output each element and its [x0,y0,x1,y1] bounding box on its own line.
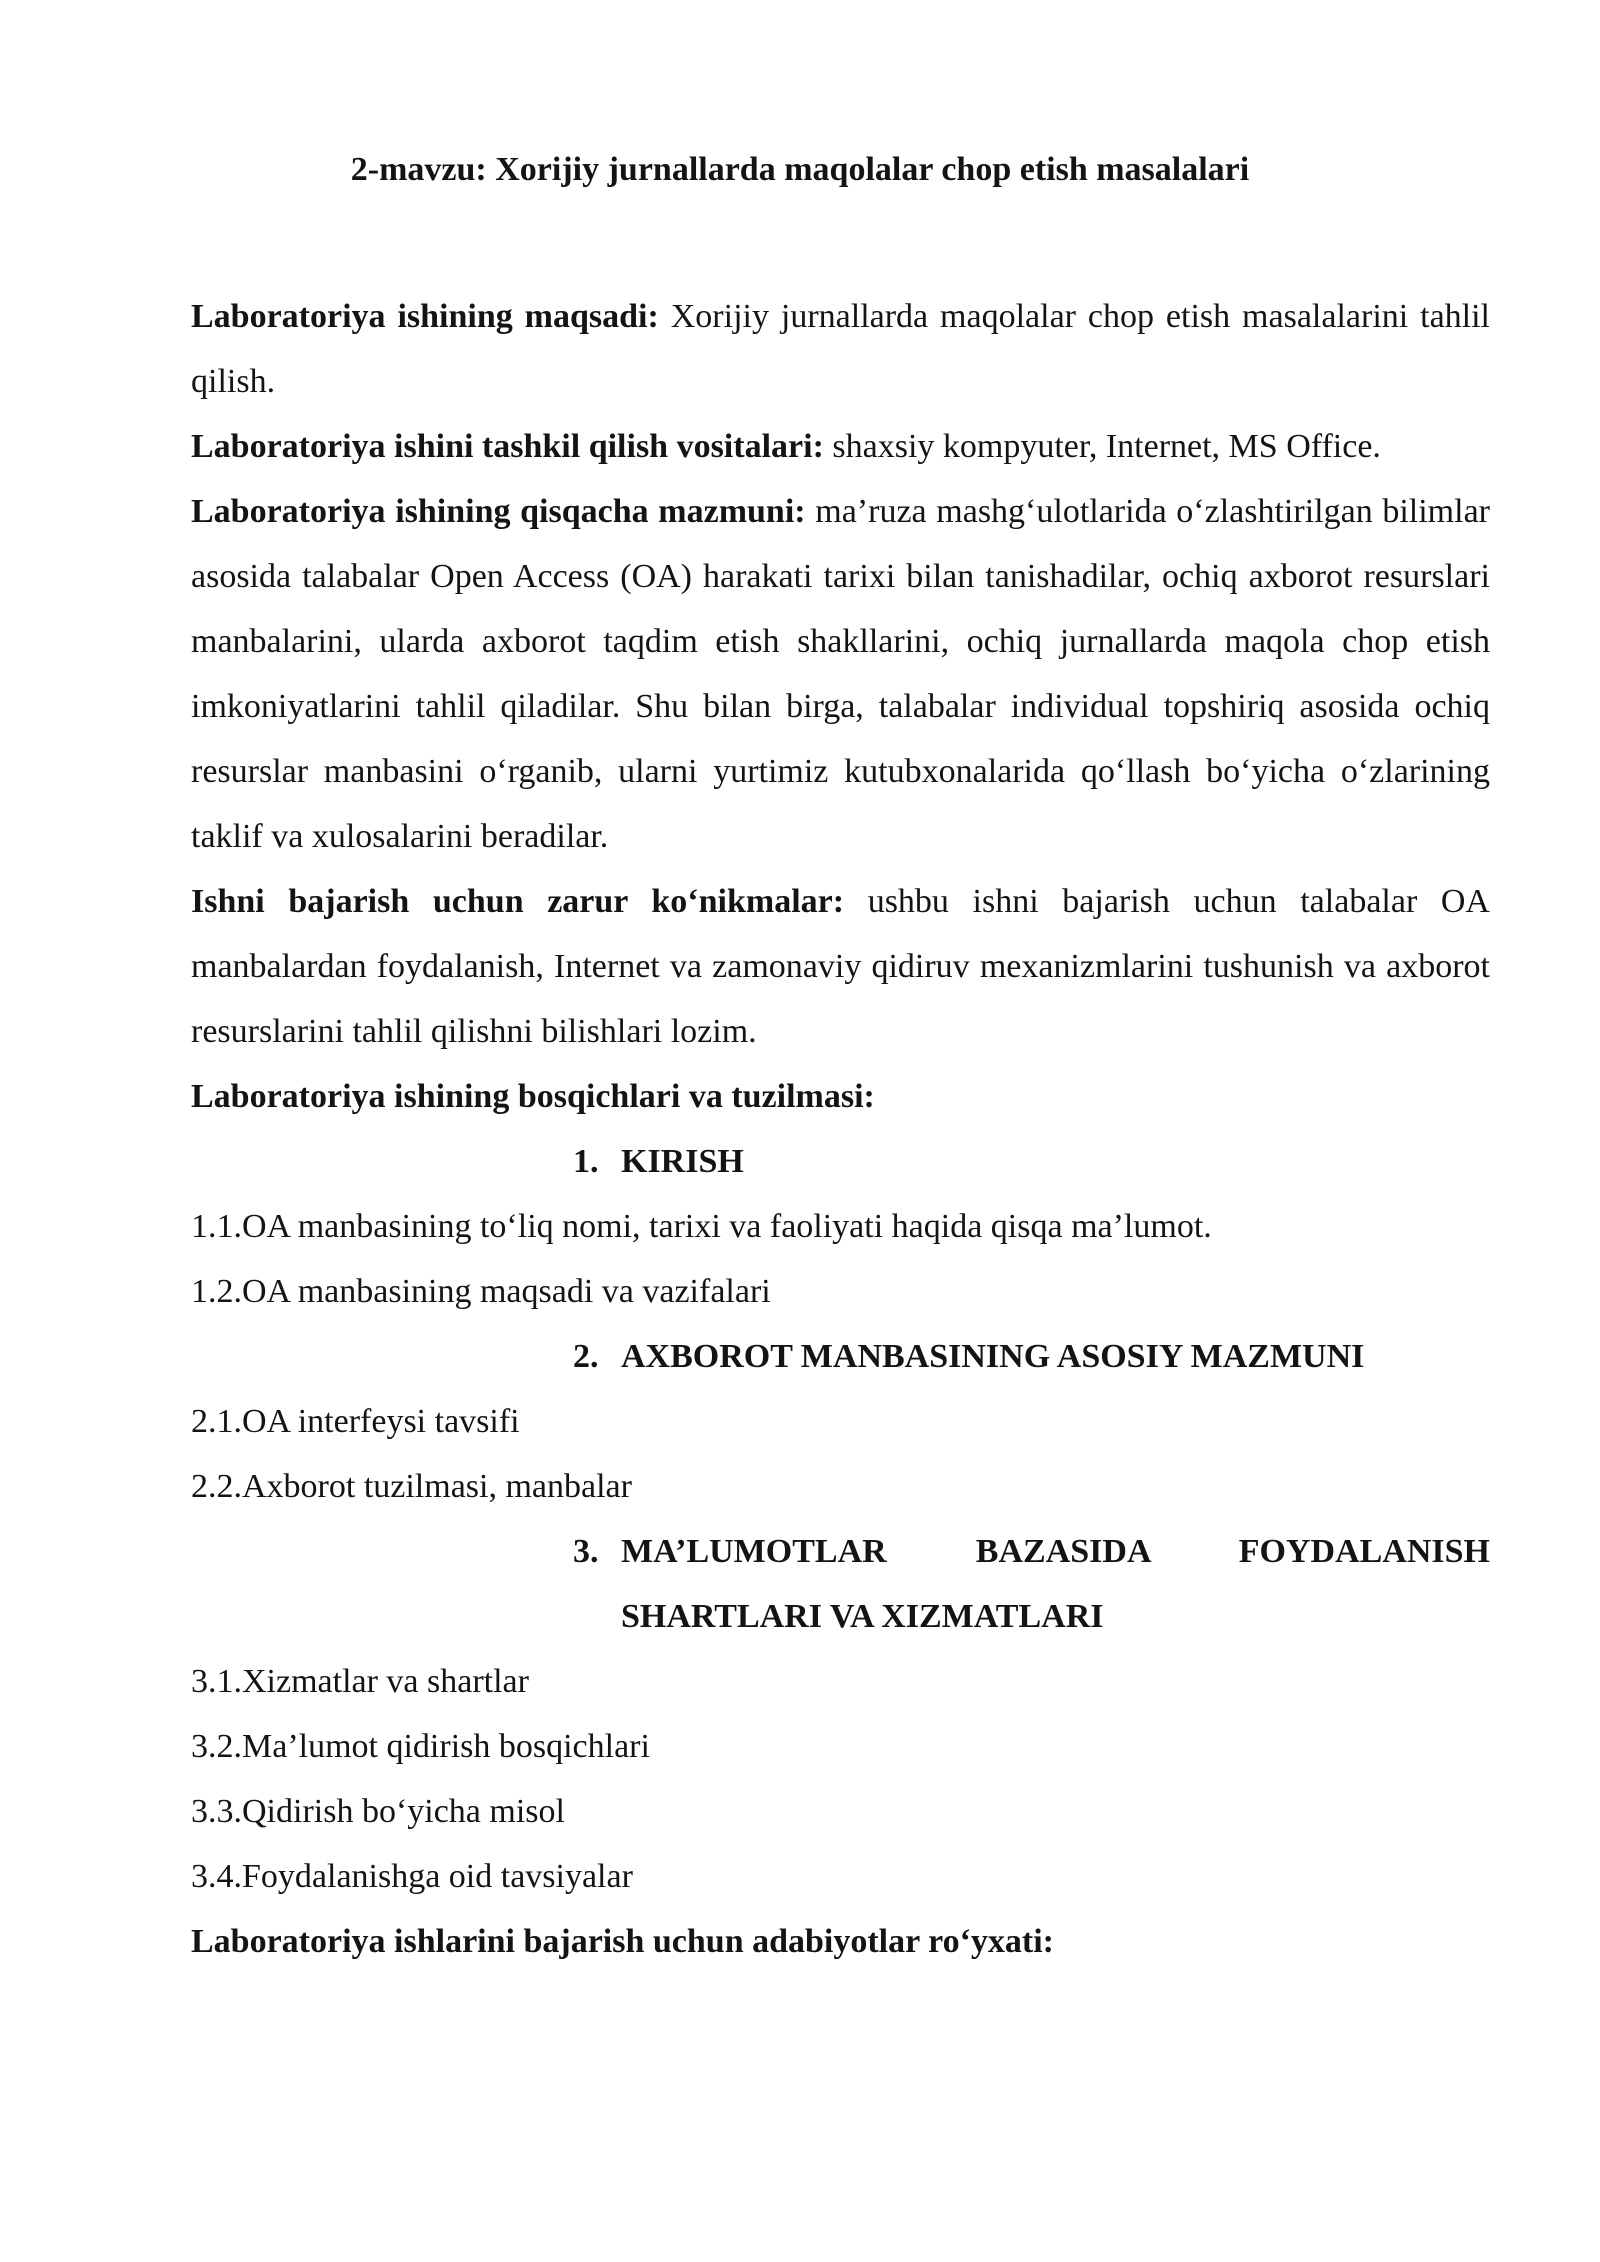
section-item: 2.2.Axborot tuzilmasi, manbalar [191,1468,632,1505]
section-number: 1. [573,1143,599,1180]
section-heading-2 [191,1324,1490,1389]
section-heading-3 [191,1519,1490,1649]
paragraph-label: Laboratoriya ishini tashkil qilish vositalari: [191,428,824,465]
section-item: 3.1.Xizmatlar va shartlar [191,1663,529,1700]
paragraph-text: Xorijiy jurnallarda maqolalar chop etish masalalarini tahlil qilish. [191,298,1491,400]
section-item: 3.4.Foydalanishga oid tavsiyalar [191,1858,633,1895]
section-title: KIRISH [621,1143,744,1180]
section-item: 2.1.OA interfeysi tavsifi [191,1403,520,1440]
paragraph-label: Laboratoriya ishining maqsadi: [191,298,659,335]
paragraph-tools [191,414,1490,479]
paragraph-skills [191,869,1490,1064]
structure-heading: Laboratoriya ishining bosqichlari va tuzilmasi: [191,1078,875,1115]
section-title: AXBOROT MANBASINING ASOSIY MAZMUNI [621,1338,1365,1375]
paragraph-label: Laboratoriya ishining qisqacha mazmuni: [191,493,806,530]
document-body [191,284,1490,1974]
paragraph-label: Ishni bajarish uchun zarur ko‘nikmalar: [191,883,845,920]
section-item: 3.2.Ma’lumot qidirish bosqichlari [191,1728,650,1765]
page-title: 2-mavzu: Xorijiy jurnallarda maqolalar chop etish masalalari [350,151,1250,188]
literature-heading: Laboratoriya ishlarini bajarish uchun adabiyotlar ro‘yxati: [191,1923,1054,1960]
paragraph-text: ma’ruza mashg‘ulotlarida o‘zlashtirilgan bilimlar asosida talabalar Open Access (OA) harakati tarixi bilan tanishadilar, ochiq axborot resurslari manbalarini, ularda axborot taqdim etish shakllarini, ochiq jurnallarda maqola chop etish imkoniyatlarini tahlil qiladilar. Shu bilan birga, talabalar individual topshiriq asosida ochiq resurslar manbasini o‘rganib, ularni yurtimiz kutubxonalarida qo‘llash bo‘yicha o‘zlarining taklif va xulosalarini beradilar. [191,493,1490,855]
section-item: 3.3.Qidirish bo‘yicha misol [191,1793,565,1830]
paragraph-text: ushbu ishni bajarish uchun talabalar OA manbalardan foydalanish, Internet va zamonaviy qidiruv mexanizmlarini tushunish va axborot resurslarini tahlil qilishni bilishlari lozim. [191,883,1490,1050]
paragraph-summary [191,479,1490,869]
section-item: 1.2.OA manbasining maqsadi va vazifalari [191,1273,771,1310]
paragraph-text: shaxsiy kompyuter, Internet, MS Office. [823,428,1381,465]
section-heading-1 [191,1129,1490,1194]
section-number: 3. [573,1533,599,1570]
section-item: 1.1.OA manbasining to‘liq nomi, tarixi va faoliyati haqida qisqa ma’lumot. [191,1208,1212,1245]
section-title: MA’LUMOTLAR BAZASIDA FOYDALANISH SHARTLARI VA XIZMATLARI [621,1533,1490,1635]
section-number: 2. [573,1338,599,1375]
paragraph-purpose [191,284,1490,414]
